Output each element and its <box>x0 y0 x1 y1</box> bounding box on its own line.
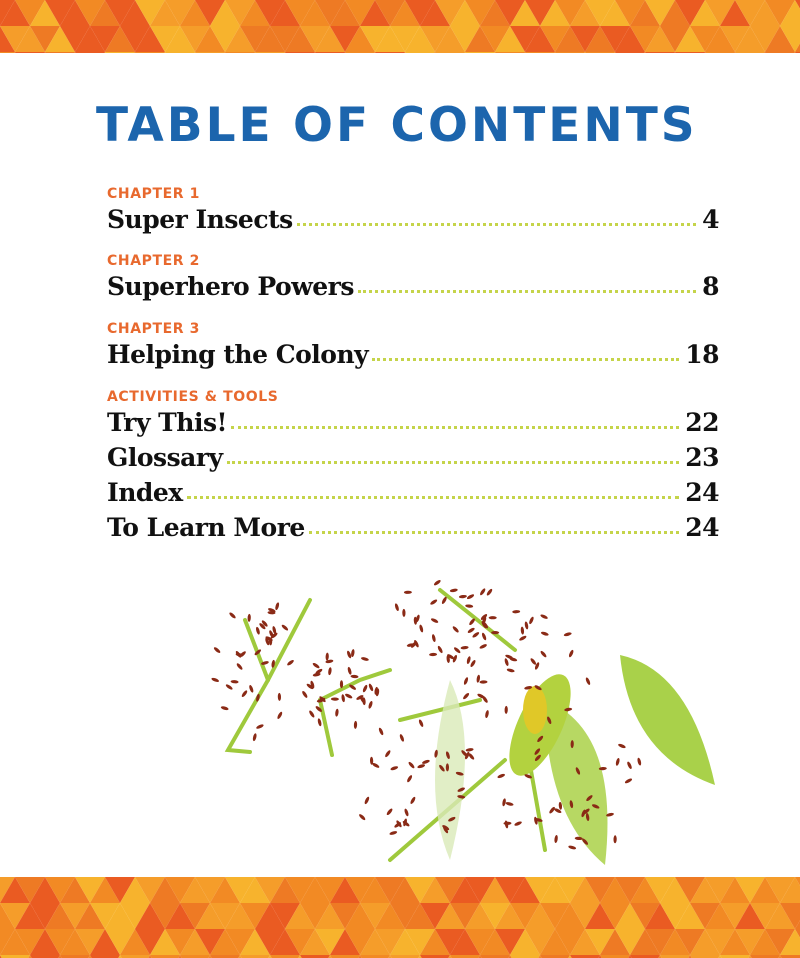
ant <box>504 706 507 714</box>
ant <box>213 646 221 654</box>
ant <box>467 627 475 634</box>
ant <box>354 721 358 729</box>
ant <box>368 700 374 709</box>
ant <box>406 774 413 783</box>
toc-entry-superhero-powers[interactable] <box>107 270 719 305</box>
ant <box>506 668 515 673</box>
ant <box>465 604 473 608</box>
entry-title: Glossary <box>107 443 223 472</box>
ant <box>528 616 534 625</box>
ant <box>404 808 410 817</box>
ant <box>462 692 470 700</box>
ant <box>520 626 524 634</box>
ant <box>453 646 461 654</box>
ant <box>568 845 577 850</box>
ant <box>450 588 458 593</box>
ant <box>252 733 257 742</box>
ant <box>228 612 236 620</box>
ant <box>554 835 558 843</box>
ant <box>514 821 523 827</box>
ant <box>394 603 400 612</box>
ant <box>364 796 370 805</box>
ant <box>530 657 537 665</box>
ant <box>481 632 487 641</box>
ant <box>504 658 509 667</box>
ant <box>433 579 441 586</box>
bottom-decorative-band <box>0 877 800 958</box>
katydid-illustration <box>150 560 750 880</box>
chapter-label: CHAPTER 2 <box>107 253 200 269</box>
ant <box>486 588 493 596</box>
ant <box>317 718 322 727</box>
ant <box>351 649 355 657</box>
ant <box>230 680 238 684</box>
ant <box>431 634 436 643</box>
ant <box>404 591 412 594</box>
ant <box>402 609 405 617</box>
ant <box>512 610 520 614</box>
ant <box>479 588 486 596</box>
ant <box>618 743 627 749</box>
ant <box>613 835 616 843</box>
ant <box>301 690 308 698</box>
ant <box>479 643 488 649</box>
ant <box>437 645 444 654</box>
ant <box>452 625 460 633</box>
ant <box>446 763 449 771</box>
ant <box>419 624 424 633</box>
ant <box>563 632 572 637</box>
ant <box>368 683 374 692</box>
ant <box>459 595 467 599</box>
toc-section-chapter-2 <box>107 252 719 305</box>
ant <box>468 618 476 626</box>
toc-entry-to-learn-more[interactable] <box>107 511 719 546</box>
ant <box>286 659 294 666</box>
entry-title: Try This! <box>107 408 228 437</box>
ant <box>491 631 499 634</box>
dot-leader <box>372 358 679 361</box>
chapter-label: CHAPTER 3 <box>107 321 200 337</box>
top-decorative-band <box>0 0 800 53</box>
ant <box>418 719 424 728</box>
ant <box>278 693 281 701</box>
dot-leader <box>227 461 680 464</box>
ant <box>519 635 528 642</box>
dot-leader <box>187 496 680 499</box>
ant <box>341 694 345 702</box>
ant <box>399 734 405 743</box>
ant <box>467 752 475 760</box>
ant <box>378 727 384 736</box>
ant <box>362 684 368 693</box>
ant <box>281 624 289 632</box>
ant <box>361 656 370 661</box>
ant <box>384 750 391 758</box>
ant <box>615 758 620 767</box>
dot-leader <box>309 531 679 534</box>
ant <box>626 761 632 770</box>
ant <box>422 759 431 765</box>
ant <box>389 830 398 835</box>
ant <box>502 798 507 806</box>
chapter-label: CHAPTER 1 <box>107 186 200 202</box>
ant <box>466 656 471 665</box>
toc-section-activities-tools <box>107 388 719 546</box>
katydid-wings <box>435 655 715 865</box>
toc-entry-try-this[interactable] <box>107 406 719 441</box>
page-title: TABLE OF CONTENTS <box>96 98 698 153</box>
ant <box>269 637 272 645</box>
ant <box>504 820 509 828</box>
entry-title: Helping the Colony <box>107 340 369 369</box>
ant <box>236 662 244 670</box>
ant <box>524 621 529 629</box>
entry-title: Superhero Powers <box>107 272 354 301</box>
toc-entry-index[interactable] <box>107 476 719 511</box>
toc-entry-super-insects[interactable] <box>107 203 719 238</box>
page-number: 22 <box>685 408 719 437</box>
table-of-contents <box>107 185 719 546</box>
ant <box>497 773 506 779</box>
ant <box>489 616 497 619</box>
page-number: 24 <box>685 513 719 542</box>
ant <box>255 626 260 635</box>
ant <box>460 646 468 650</box>
ant <box>505 801 514 806</box>
ant <box>408 761 416 769</box>
ant <box>624 778 633 785</box>
ant <box>312 662 320 669</box>
ant <box>390 765 399 771</box>
ant <box>335 709 339 717</box>
ant <box>328 667 332 675</box>
toc-entry-helping-the-colony[interactable] <box>107 338 719 373</box>
ant <box>541 631 550 637</box>
ant <box>479 680 487 683</box>
ant <box>540 614 549 620</box>
ant <box>276 711 283 720</box>
ants-katydid-photo <box>150 560 750 880</box>
page-number: 24 <box>685 478 719 507</box>
ant <box>308 710 315 718</box>
ant <box>463 677 469 686</box>
ant <box>485 710 490 718</box>
ant <box>225 683 233 690</box>
entry-title: To Learn More <box>107 513 305 542</box>
chapter-label: ACTIVITIES & TOOLS <box>107 389 279 405</box>
entry-title: Index <box>107 478 183 507</box>
ant <box>410 796 417 805</box>
toc-section-chapter-1 <box>107 185 719 238</box>
dot-leader <box>358 290 696 293</box>
ant <box>256 724 265 730</box>
ant <box>340 680 343 688</box>
page-number: 4 <box>702 205 719 234</box>
ant <box>344 693 353 699</box>
page-number: 23 <box>685 443 719 472</box>
ant <box>325 653 329 661</box>
triangle-pattern-bottom <box>0 877 800 958</box>
ant <box>220 706 229 711</box>
triangle-pattern-top <box>0 0 800 53</box>
ant <box>247 614 251 622</box>
ant <box>241 690 248 698</box>
ant <box>347 667 352 676</box>
page-number: 18 <box>685 340 719 369</box>
ant <box>358 813 366 821</box>
ant <box>585 677 591 686</box>
ant <box>430 617 439 623</box>
ant <box>466 593 475 600</box>
ant <box>568 649 574 658</box>
ant <box>465 748 473 752</box>
ant <box>386 808 394 816</box>
ant <box>429 599 437 606</box>
page-number: 8 <box>702 272 719 301</box>
ant <box>211 677 220 683</box>
ant <box>417 764 426 769</box>
ant <box>470 659 477 667</box>
toc-section-chapter-3 <box>107 320 719 373</box>
entry-title: Super Insects <box>107 205 293 234</box>
dot-leader <box>297 223 696 226</box>
dot-leader <box>231 426 679 429</box>
ant <box>540 650 548 658</box>
ant <box>275 602 280 611</box>
ant <box>248 684 254 693</box>
ant <box>350 675 358 679</box>
ant <box>331 697 339 700</box>
ant <box>472 631 480 638</box>
ant <box>637 757 642 766</box>
toc-entry-glossary[interactable] <box>107 441 719 476</box>
ant <box>429 653 437 657</box>
